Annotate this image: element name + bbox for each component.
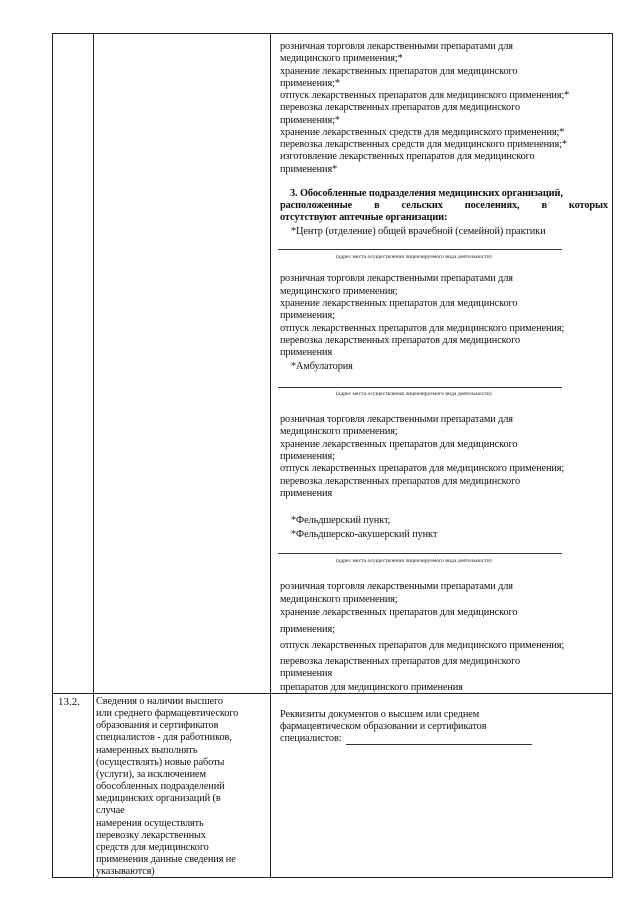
- text-line: хранение лекарственных препаратов для медицинского: [280, 66, 518, 77]
- address-line: [278, 553, 562, 554]
- center-practice-label: *Центр (отделение) общей врачебной (семейной) практики: [291, 226, 546, 237]
- text-line: (услуги), за исключением: [96, 769, 206, 780]
- text-line: применения: [280, 668, 333, 679]
- text-line: (осуществлять) новые работы: [96, 757, 225, 768]
- heading-line: отсутствуют аптечные организации:: [280, 212, 448, 223]
- text-line: розничная торговля лекарственными препаратами для: [280, 414, 513, 425]
- word: сельских: [401, 200, 443, 211]
- text-line: применения;: [280, 451, 335, 462]
- text-line: медицинского применения;*: [280, 53, 403, 64]
- table-col-divider-2: [270, 33, 271, 878]
- text-line: перевозка лекарственных средств для медицинского применения;*: [280, 139, 567, 150]
- text-line: образования и сертификатов: [96, 720, 219, 731]
- word: в: [374, 200, 380, 211]
- text-line: намерения осуществлять: [96, 818, 204, 829]
- text-line: средств для медицинского: [96, 842, 209, 853]
- text-line: розничная торговля лекарственными препаратами для: [280, 41, 513, 52]
- text-line: розничная торговля лекарственными препаратами для: [280, 581, 513, 592]
- text-line: хранение лекарственных препаратов для медицинского: [280, 298, 518, 309]
- text-line: изготовление лекарственных препаратов для медицинского: [280, 151, 535, 162]
- text-line: хранение лекарственных средств для медицинского применения;*: [280, 127, 565, 138]
- text-line: применения данные сведения не: [96, 854, 236, 865]
- text-line: применения;*: [280, 115, 340, 126]
- text-line: перевозку лекарственных: [96, 830, 206, 841]
- address-caption: (адрес места осуществления лицензируемого вида деятельности): [336, 558, 492, 564]
- feldsher-point-label: *Фельдшерский пункт,: [291, 515, 391, 526]
- heading-line: 3. Обособленные подразделения медицинских организаций,: [290, 188, 563, 199]
- text-line: применения: [280, 347, 333, 358]
- text-line: медицинских организаций (в: [96, 793, 221, 804]
- word: которых: [568, 200, 608, 211]
- text-line: случае: [96, 805, 125, 816]
- text-line: перевозка лекарственных препаратов для медицинского: [280, 656, 521, 667]
- word: в: [541, 200, 547, 211]
- text-line: намеренных выполнять: [96, 745, 198, 756]
- word: поселениях,: [464, 200, 520, 211]
- feldsher-obstetric-point-label: *Фельдшерско-акушерский пункт: [291, 529, 438, 540]
- text-line: отпуск лекарственных препаратов для медицинского применения;: [280, 640, 565, 651]
- text-line: применения;: [280, 310, 335, 321]
- address-caption: (адрес места осуществления лицензируемого вида деятельности): [336, 254, 492, 260]
- text-line: применения: [280, 488, 333, 499]
- text-line: перевозка лекарственных препаратов для медицинского: [280, 102, 521, 113]
- address-line: [278, 387, 562, 388]
- text-line: отпуск лекарственных препаратов для медицинского применения;: [280, 463, 565, 474]
- word: расположенные: [280, 200, 353, 211]
- text-line: Сведения о наличии высшего: [96, 696, 223, 707]
- text-line: обособленных подразделений: [96, 781, 225, 792]
- table-left-border: [52, 33, 53, 878]
- text-line: розничная торговля лекарственными препаратами для: [280, 273, 513, 284]
- text-line: или среднего фармацевтического: [96, 708, 239, 719]
- text-line: перевозка лекарственных препаратов для медицинского: [280, 335, 521, 346]
- address-line: [278, 249, 562, 250]
- text-line: специалистов - для работников,: [96, 732, 232, 743]
- heading-line-justified: [280, 200, 608, 213]
- text-line: хранение лекарственных препаратов для медицинского: [280, 439, 518, 450]
- table-right-border: [612, 33, 613, 878]
- row-number: 13.2.: [58, 696, 80, 708]
- text-line: препаратов для медицинского применения: [280, 682, 463, 693]
- text-line: применения;: [280, 624, 335, 635]
- specialists-fill-line: [346, 744, 532, 745]
- text-line: применения*: [280, 164, 338, 175]
- table-col-divider-1: [93, 33, 94, 878]
- text-line: отпуск лекарственных препаратов для медицинского применения;: [280, 323, 565, 334]
- text-line: фармацевтическом образовании и сертификатов: [280, 721, 487, 732]
- text-line: Реквизиты документов о высшем или среднем: [280, 709, 480, 720]
- text-line: медицинского применения;: [280, 426, 398, 437]
- text-line: хранение лекарственных препаратов для медицинского: [280, 607, 518, 618]
- text-line: указываются): [96, 866, 155, 877]
- text-line: специалистов:: [280, 733, 342, 744]
- ambulatory-label: *Амбулатория: [291, 361, 353, 372]
- text-line: перевозка лекарственных препаратов для медицинского: [280, 476, 521, 487]
- address-caption: (адрес места осуществления лицензируемого вида деятельности): [336, 391, 492, 397]
- text-line: медицинского применения;: [280, 286, 398, 297]
- text-line: применения;*: [280, 78, 340, 89]
- table-top-border: [52, 33, 612, 34]
- text-line: медицинского применения;: [280, 594, 398, 605]
- text-line: отпуск лекарственных препаратов для медицинского применения;*: [280, 90, 570, 101]
